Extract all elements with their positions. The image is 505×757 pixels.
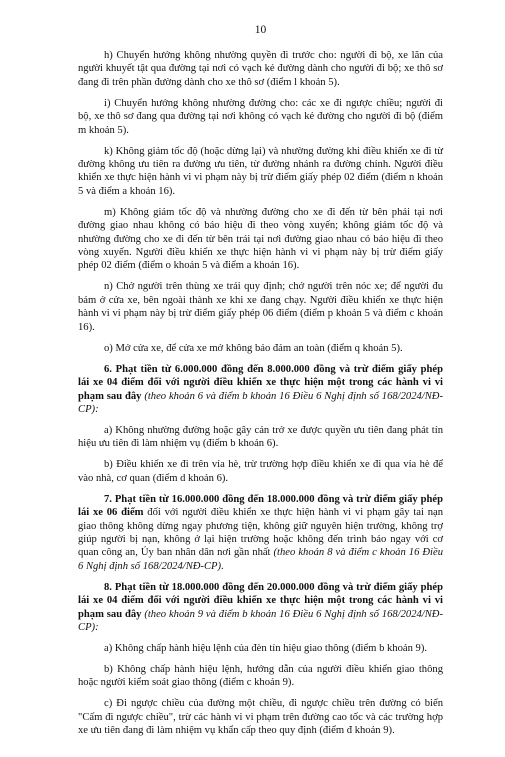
paragraph-8b: b) Không chấp hành hiệu lệnh, hướng dẫn của người điều khiển giao thông hoặc người kiểm soát giao thông (điểm c khoản 9). bbox=[78, 663, 443, 689]
page-number: 10 bbox=[254, 24, 267, 36]
section-7-text: 7. Phạt tiền từ 16.000.000 đồng đến 18.000.000 đồng và trừ điểm giấy phép lái xe 06 điểm bbox=[78, 493, 443, 519]
paragraph-6a: a) Không nhường đường hoặc gây cản trở xe được quyền ưu tiên đang phát tín hiệu ưu tiên đi làm nhiệm vụ (điểm b khoản 6). bbox=[78, 424, 443, 450]
section-8-heading bbox=[78, 581, 443, 635]
section-6-reference: (theo khoản 6 và điểm b khoản 16 Điều 6 Nghị định số 168/2024/NĐ-CP) bbox=[78, 390, 443, 415]
section-6-heading bbox=[78, 363, 443, 417]
paragraph-6b: b) Điều khiển xe đi trên vỉa hè, trừ trường hợp điều khiển xe đi qua vỉa hè để vào nhà, cơ quan (điểm d khoản 6). bbox=[78, 459, 443, 484]
paragraph-m: m) Không giảm tốc độ và nhường đường cho xe đi đến từ bên phải tại nơi đường giao nhau không có báo hiệu đi theo vòng xuyến; không giảm tốc độ và nhường đường cho xe đi đến từ bên trái tại nơi đường giao nhau có báo hiệu đi theo vòng xuyến. Người điều khiển xe thực hiện hành vi vi phạm này bị trừ điểm giấy phép 02 điểm (điểm o khoản 5 và điểm a khoản 16). bbox=[78, 206, 443, 272]
paragraph-h: h) Chuyển hướng không nhường quyền đi trước cho: người đi bộ, xe lăn của người khuyết tật qua đường tại nơi có vạch kẻ đường dành cho người đi bộ; xe thô sơ đang đi trên phần đường dành cho xe thô sơ (điểm l khoản 5). bbox=[78, 50, 443, 88]
paragraph-o: o) Mở cửa xe, để cửa xe mở không bảo đảm an toàn (điểm q khoản 5). bbox=[104, 342, 403, 354]
section-6-tail: : bbox=[95, 403, 99, 415]
paragraph-k: k) Không giảm tốc độ (hoặc dừng lại) và nhường đường khi điều khiển xe đi từ đường không ưu tiên ra đường ưu tiên, từ đường nhánh ra đường chính. Người điều khiển xe thực hiện hành vi vi phạm này bị trừ điểm giấy phép 02 điểm (điểm n khoản 5 và điểm a khoản 16). bbox=[78, 145, 443, 197]
section-7-reference: (theo khoản 8 và điểm c khoản 16 Điều 6 Nghị định số 168/2024/NĐ-CP) bbox=[78, 547, 443, 572]
paragraph-8a: a) Không chấp hành hiệu lệnh của đèn tín hiệu giao thông (điểm b khoản 9). bbox=[104, 642, 428, 654]
section-8-reference: (theo khoản 9 và điểm b khoản 16 Điều 6 Nghị định số 168/2024/NĐ-CP) bbox=[78, 608, 443, 633]
paragraph-n: n) Chở người trên thùng xe trái quy định; chở người trên nóc xe; để người đu bám ở cửa xe, bên ngoài thành xe khi xe đang chạy. Người điều khiển xe thực hiện hành vi vi phạm này bị trừ điểm giấy phép 06 điểm (điểm p khoản 5 và điểm c khoản 16). bbox=[78, 281, 443, 333]
section-8-tail: : bbox=[95, 621, 99, 633]
section-7-heading bbox=[78, 493, 443, 573]
paragraph-8c: c) Đi ngược chiều của đường một chiều, đi ngược chiều trên đường có biển "Cấm đi ngược chiều", trừ các hành vi vi phạm trên đường cao tốc và các trường hợp xe ưu tiên đang đi làm nhiệm vụ khẩn cấp theo quy định (điểm đ khoản 9). bbox=[78, 698, 443, 737]
section-8-text: 8. Phạt tiền từ 18.000.000 đồng đến 20.000.000 đồng và trừ điểm giấy phép lái xe 04 điểm đối với người điều khiển xe thực hiện một trong các hành vi vi phạm sau đây bbox=[78, 581, 443, 620]
section-7-rest: đối với người điều khiển xe thực hiện hành vi vi phạm gây tai nạn giao thông không dừng ngay phương tiện, không giữ nguyên hiện trường, không trợ giúp người bị nạn, không ở lại hiện trường hoặc không đến trình báo ngay với cơ quan công an, Ủy ban nhân dân nơi gần nhất bbox=[78, 507, 444, 559]
section-7-tail: . bbox=[221, 560, 224, 572]
paragraph-i: i) Chuyển hướng không nhường đường cho: các xe đi ngược chiều; người đi bộ, xe thô sơ đang qua đường tại nơi không có vạch kẻ đường cho người đi bộ (điểm m khoản 5). bbox=[78, 97, 443, 136]
section-6-text: 6. Phạt tiền từ 6.000.000 đồng đến 8.000.000 đồng và trừ điểm giấy phép lái xe 04 điểm đối với người điều khiển xe thực hiện một trong các hành vi vi phạm sau đây bbox=[78, 363, 443, 402]
